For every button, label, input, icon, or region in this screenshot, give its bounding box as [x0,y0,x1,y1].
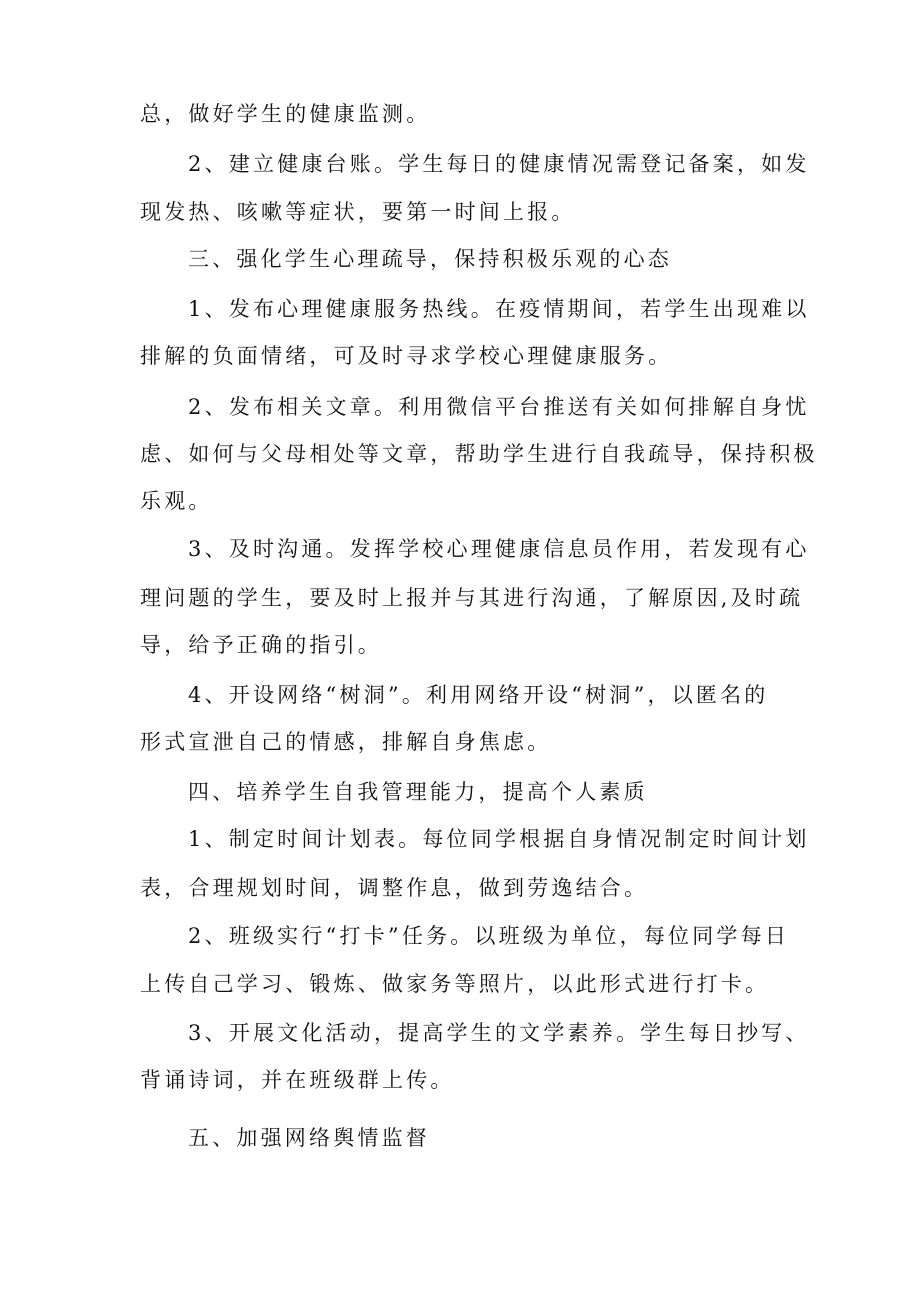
paragraph-line-item-2-health-ledger: 2、建立健康台账。学生每日的健康情况需登记备案，如发 [188,152,810,176]
paragraph-line-item-2-articles: 2、发布相关文章。利用微信平台推送有关如何排解自身忧 [188,395,810,419]
paragraph-line: 现发热、咳嗽等症状，要第一时间上报。 [140,200,576,224]
section-heading-5: 五、加强网络舆情监督 [188,1126,430,1150]
paragraph-line: 理问题的学生，要及时上报并与其进行沟通，了解原因,及时疏 [140,586,804,610]
paragraph-line-item-4-tree-hole: 4、开设网络“树洞”。利用网络开设“树洞”，以匿名的 [188,683,769,707]
paragraph-line-item-3-communication: 3、及时沟通。发挥学校心理健康信息员作用，若发现有心 [188,537,810,561]
paragraph-line: 排解的负面情绪，可及时寻求学校心理健康服务。 [140,344,673,368]
paragraph-line: 上传自己学习、锻炼、做家务等照片，以此形式进行打卡。 [140,972,770,996]
section-heading-4: 四、培养学生自我管理能力，提高个人素质 [188,780,648,804]
paragraph-line: 背诵诗词，并在班级群上传。 [140,1068,455,1092]
section-heading-3: 三、强化学生心理疏导，保持积极乐观的心态 [188,247,672,271]
paragraph-line: 导，给予正确的指引。 [140,633,382,657]
paragraph-line: 形式宣泄自己的情感，排解自身焦虑。 [140,730,552,754]
paragraph-line: 虑、如何与父母相处等文章，帮助学生进行自我疏导，保持积极 [140,442,818,466]
paragraph-line-item-1-hotline: 1、发布心理健康服务热线。在疫情期间，若学生出现难以 [188,297,810,321]
paragraph-line-continuation: 总，做好学生的健康监测。 [140,102,431,126]
paragraph-line: 乐观。 [140,489,213,513]
paragraph-line-item-2-check-in: 2、班级实行“打卡”任务。以班级为单位，每位同学每日 [188,924,790,948]
paragraph-line-item-1-schedule: 1、制定时间计划表。每位同学根据自身情况制定时间计划 [188,827,810,851]
paragraph-line-item-3-culture: 3、开展文化活动，提高学生的文学素养。学生每日抄写、 [188,1021,810,1045]
paragraph-line: 表，合理规划时间，调整作息，做到劳逸结合。 [140,876,649,900]
